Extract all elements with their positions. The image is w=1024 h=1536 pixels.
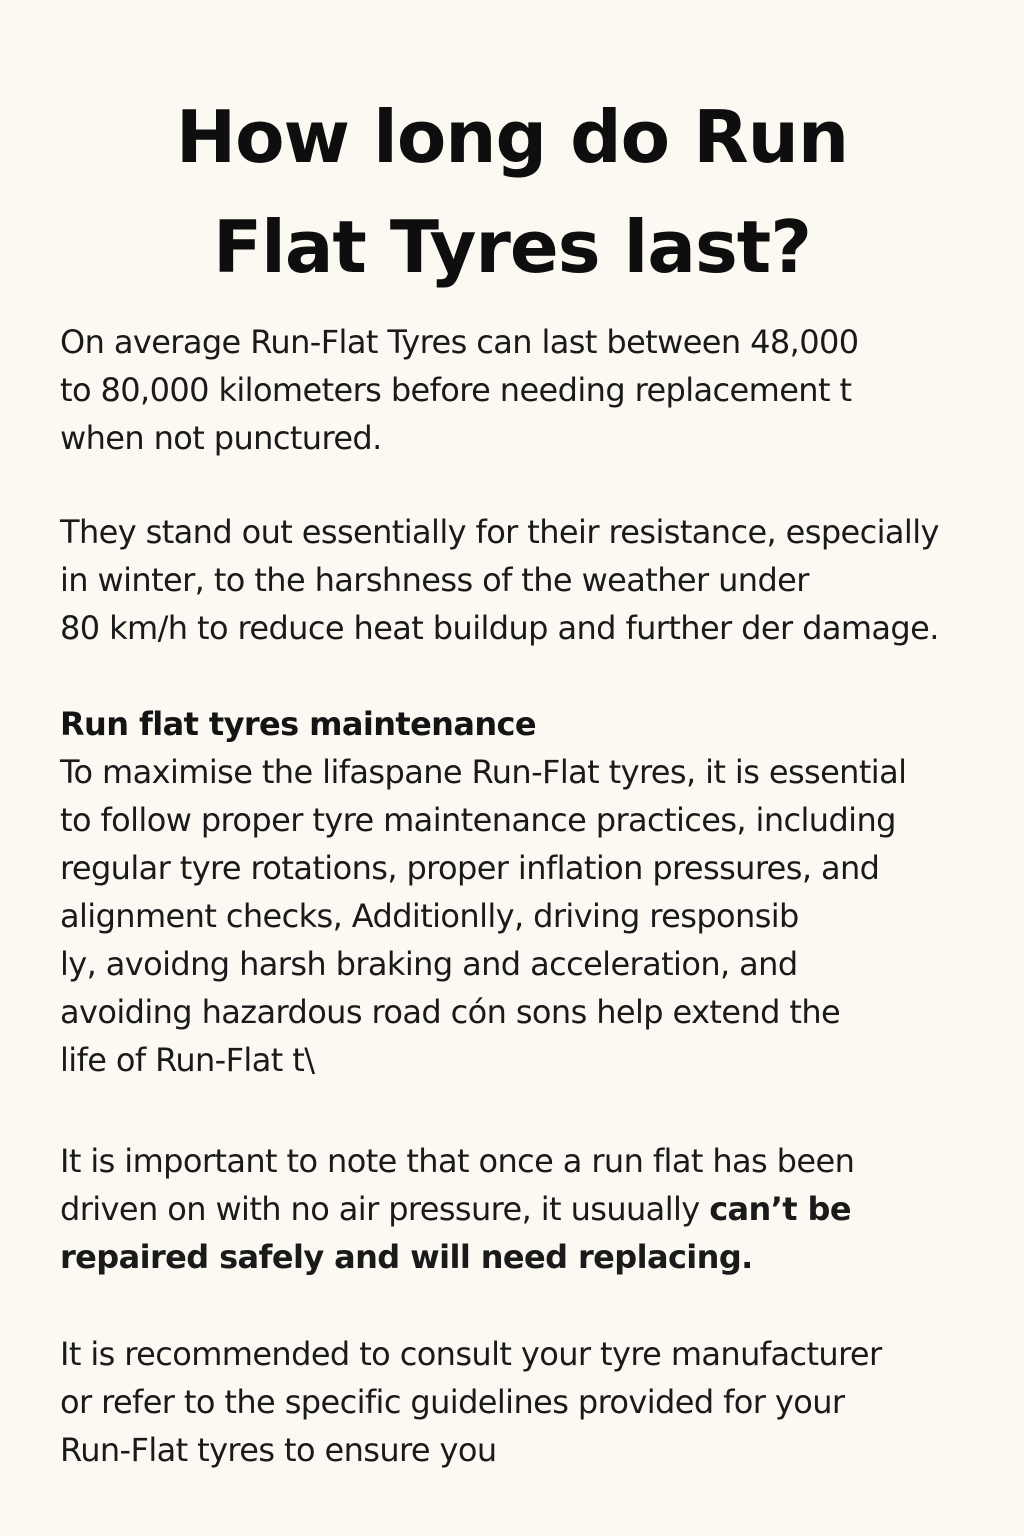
- paragraph-line: life of Run-Flat t\: [60, 1041, 315, 1079]
- paragraph-line: alignment checks, Additionlly, driving responsib: [60, 897, 799, 935]
- paragraph-line: Run-Flat tyres to ensure you: [60, 1431, 497, 1469]
- paragraph-recommendation: [60, 1330, 1000, 1474]
- emphasis-text: can’t be: [709, 1190, 851, 1228]
- paragraph-line: ly, avoidng harsh braking and acceleration, and: [60, 945, 798, 983]
- paragraph-line: in winter, to the harshness of the weather under: [60, 561, 809, 599]
- paragraph-line: or refer to the specific guidelines provided for your: [60, 1383, 845, 1421]
- paragraph-line: To maximise the lifaspane Run-Flat tyres, it is essential: [60, 753, 907, 791]
- maintenance-heading: Run flat tyres maintenance: [60, 705, 537, 743]
- paragraph-line: avoiding hazardous road cón sons help extend the: [60, 993, 841, 1031]
- paragraph-lifespan: [60, 318, 1000, 462]
- paragraph-line: 80 km/h to reduce heat buildup and further der damage.: [60, 609, 939, 647]
- paragraph-resistance: [60, 508, 1000, 652]
- emphasis-line: repaired safely and will need replacing.: [60, 1238, 753, 1276]
- paragraph-maintenance: [60, 748, 1000, 1084]
- paragraph-line: They stand out essentially for their resistance, especially: [60, 513, 939, 551]
- paragraph-line: to follow proper tyre maintenance practices, including: [60, 801, 896, 839]
- title-line-2: Flat Tyres last?: [212, 205, 811, 289]
- title-line-1: How long do Run: [175, 95, 849, 179]
- paragraph-line: regular tyre rotations, proper inflation pressures, and: [60, 849, 880, 887]
- paragraph-line: when not punctured.: [60, 419, 382, 457]
- paragraph-text: driven on with no air pressure, it usuually: [60, 1190, 710, 1228]
- page-title: [0, 82, 1024, 302]
- paragraph-repair-note: [60, 1137, 1000, 1281]
- paragraph-line: It is recommended to consult your tyre manufacturer: [60, 1335, 882, 1373]
- paragraph-line: [60, 1185, 1000, 1233]
- paragraph-line: On average Run-Flat Tyres can last between 48,000: [60, 323, 859, 361]
- paragraph-line: It is important to note that once a run flat has been: [60, 1142, 855, 1180]
- paragraph-line: to 80,000 kilometers before needing replacement t: [60, 371, 852, 409]
